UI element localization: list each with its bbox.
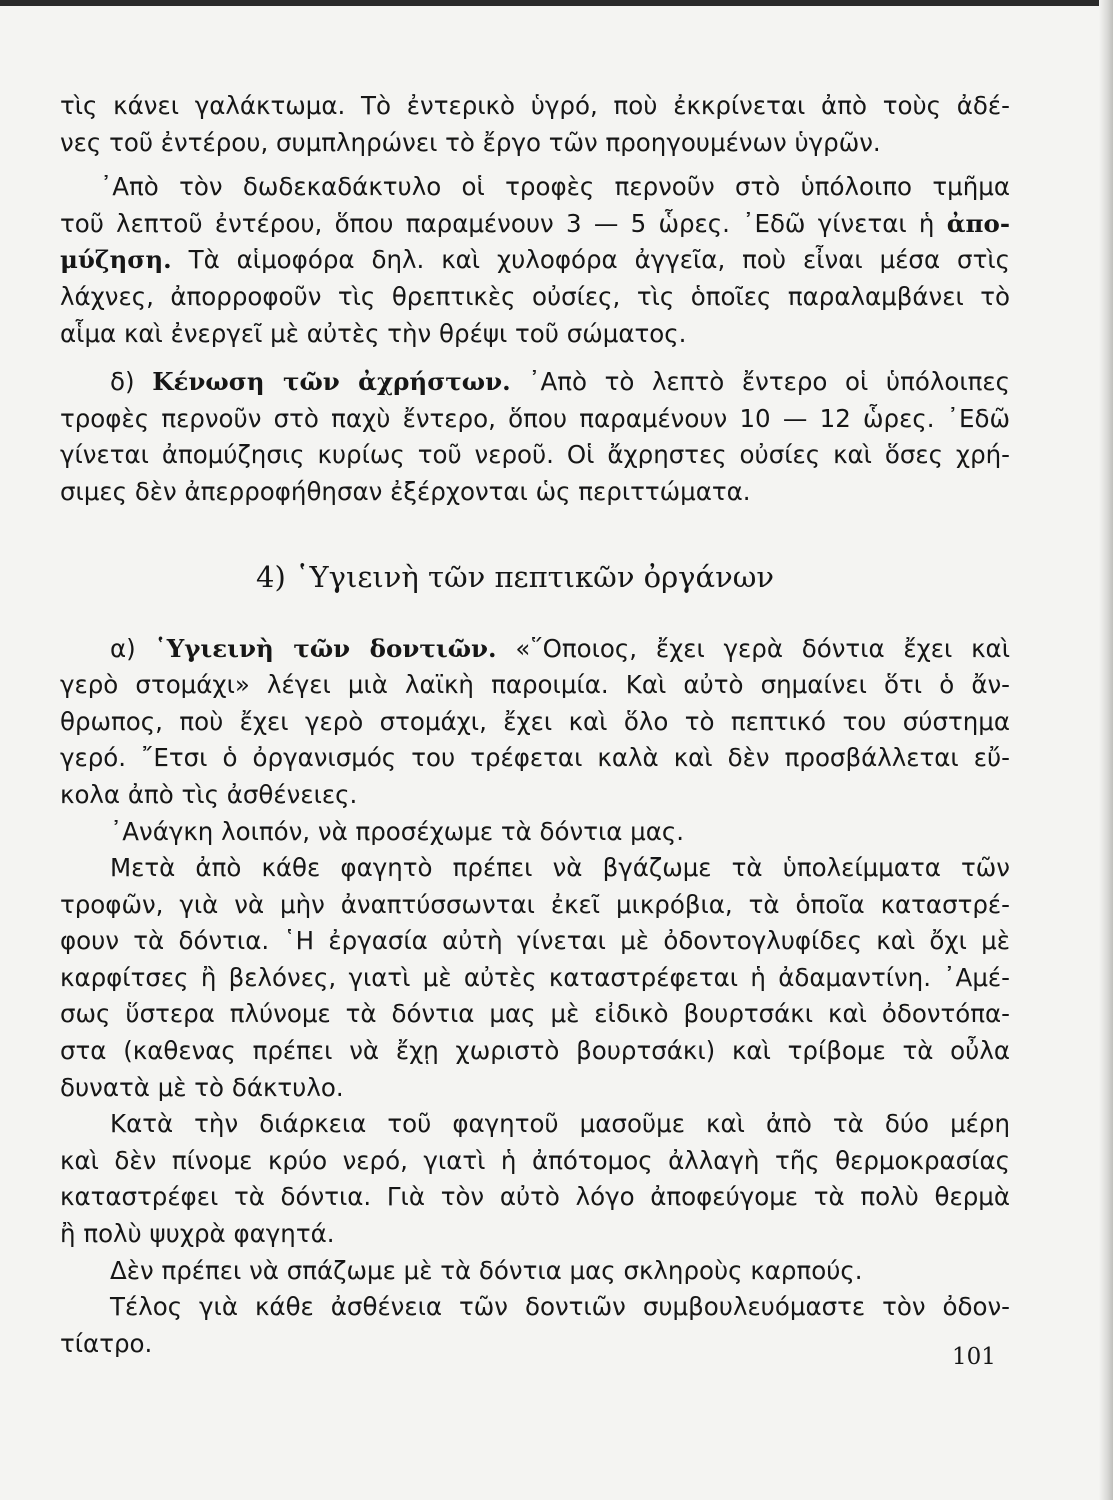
text-line: [60, 631, 1010, 668]
text-line: Κατὰ τὴν διάρκεια τοῦ φαγητοῦ μασοῦμε καὶ ἀπὸ τὰ δύο μέρη: [110, 1109, 1010, 1139]
text-line: θρωπος, ποὺ ἔχει γερὸ στομάχι, ἔχει καὶ ὅλο τὸ πεπτικό του σύστημα: [60, 706, 1010, 736]
text-line: Δὲν πρέπει νὰ σπάζωμε μὲ τὰ δόντια μας σκληροὺς καρπούς.: [110, 1255, 863, 1285]
text-line: δυνατὰ μὲ τὸ δάκτυλο.: [60, 1072, 344, 1102]
section-heading: 4) ῾Υγιεινὴ τῶν πεπτικῶν ὀργάνων: [256, 559, 774, 594]
text-line: τροφῶν, γιὰ νὰ μὴν ἀναπτύσσωνται ἐκεῖ μικρόβια, τὰ ὁποῖα καταστρέ-: [60, 889, 1010, 919]
text-line: [60, 206, 1010, 243]
bold-term-excretion: Κένωση τῶν ἀχρήστων.: [152, 367, 511, 397]
paragraph-intestine-end: [60, 88, 1010, 161]
text-line: ᾿Ανάγκη λοιπόν, νὰ προσέχωμε τὰ δόντια μας.: [110, 816, 685, 846]
text-span: «῞Οποιος, ἔχει γερὰ δόντια ἔχει καὶ: [496, 633, 1010, 663]
bold-term-absorption-start: ἀπο-: [946, 208, 1010, 238]
text-line: κολα ἀπὸ τὶς ἀσθένειες.: [60, 779, 358, 809]
text-span: ᾿Απὸ τὸ λεπτὸ ἔντερο οἱ ὑπόλοιπες: [510, 367, 1010, 397]
text-line: [60, 242, 1010, 279]
paragraph-excretion: [60, 364, 1010, 510]
page-top-edge: [0, 0, 1113, 6]
text-line: αἷμα καὶ ἐνεργεῖ μὲ αὐτὲς τὴν θρέψι τοῦ σώματος.: [60, 318, 687, 348]
text-line: λάχνες, ἀπορροφοῦν τὶς θρεπτικὲς οὐσίες, τὶς ὁποῖες παραλαμβάνει τὸ: [60, 281, 1010, 311]
text-line: γερὸ στομάχι» λέγει μιὰ λαϊκὴ παροιμία. Καὶ αὐτὸ σημαίνει ὅτι ὁ ἄν-: [60, 670, 1010, 700]
bold-term-teeth-hygiene: ῾Υγιεινὴ τῶν δοντιῶν.: [154, 633, 497, 663]
page-body: [60, 88, 1010, 1362]
text-line: τίατρο.: [60, 1328, 153, 1358]
text-line: νες τοῦ ἐντέρου, συμπληρώνει τὸ ἔργο τῶν προηγουμένων ὑγρῶν.: [60, 127, 881, 157]
paragraph-dentist: [60, 1289, 1010, 1362]
text-line: φουν τὰ δόντια. ῾Η ἐργασία αὐτὴ γίνεται μὲ ὀδοντογλυφίδες καὶ ὄχι μὲ: [60, 926, 1010, 956]
text-line: γερό. ῎Ετσι ὁ ὀργανισμός του τρέφεται καλὰ καὶ δὲν προσβάλλεται εὔ-: [60, 743, 1010, 773]
page-right-edge: [1099, 0, 1113, 1500]
text-line: ἢ πολὺ ψυχρὰ φαγητά.: [60, 1219, 335, 1249]
bold-term-absorption-end: μύζηση.: [60, 245, 172, 275]
paragraph-teeth-intro: [60, 631, 1010, 814]
paragraph-care: [60, 814, 1010, 851]
list-label: δ): [110, 367, 153, 397]
text-line: καὶ δὲν πίνομε κρύο νερό, γιατὶ ἡ ἀπότομος ἀλλαγὴ τῆς θερμοκρασίας: [60, 1145, 1010, 1175]
text-line: Μετὰ ἀπὸ κάθε φαγητὸ πρέπει νὰ βγάζωμε τὰ ὑπολείμματα τῶν: [110, 853, 1010, 883]
paragraph-absorption: [60, 169, 1010, 352]
text-line: καταστρέφει τὰ δόντια. Γιὰ τὸν αὐτὸ λόγο ἀποφεύγομε τὰ πολὺ θερμὰ: [60, 1182, 1010, 1212]
text-line: τροφὲς περνοῦν στὸ παχὺ ἔντερο, ὅπου παραμένουν 10 — 12 ὧρες. ᾿Εδῶ: [60, 403, 1010, 433]
text-line: ᾿Απὸ τὸν δωδεκαδάκτυλο οἱ τροφὲς περνοῦν στὸ ὑπόλοιπο τμῆμα: [100, 172, 1010, 202]
text-span: Τὰ αἱμοφόρα δηλ. καὶ χυλοφόρα ἀγγεῖα, ποὺ εἶναι μέσα στὶς: [171, 245, 1010, 275]
text-line: καρφίτσες ἢ βελόνες, γιατὶ μὲ αὐτὲς καταστρέφεται ἡ ἀδαμαντίνη. ᾿Αμέ-: [60, 962, 1010, 992]
paragraph-nuts: [60, 1253, 1010, 1290]
paragraph-cleaning: [60, 850, 1010, 1106]
page-number: 101: [952, 1344, 996, 1370]
text-line: Τέλος γιὰ κάθε ἀσθένεια τῶν δοντιῶν συμβουλευόμαστε τὸν ὀδον-: [110, 1292, 1010, 1322]
text-line: σως ὕστερα πλύνομε τὰ δόντια μας μὲ εἰδικὸ βουρτσάκι καὶ ὀδοντόπα-: [60, 999, 1010, 1029]
text-line: τὶς κάνει γαλάκτωμα. Τὸ ἐντερικὸ ὑγρό, ποὺ ἐκκρίνεται ἀπὸ τοὺς ἀδέ-: [60, 91, 1010, 120]
text-line: [60, 364, 1010, 401]
list-label: α): [110, 633, 155, 663]
paragraph-temperature: [60, 1106, 1010, 1252]
text-span: τοῦ λεπτοῦ ἐντέρου, ὅπου παραμένουν 3 — 5 ὧρες. ᾿Εδῶ γίνεται ἡ: [60, 208, 947, 238]
text-line: στα (καθενας πρέπει νὰ ἔχῃ χωριστὸ βουρτσάκι) καὶ τρίβομε τὰ οὖλα: [60, 1036, 1010, 1066]
text-line: γίνεται ἀπομύζησις κυρίως τοῦ νεροῦ. Οἱ ἄχρηστες οὐσίες καὶ ὅσες χρή-: [60, 440, 1010, 470]
text-line: σιμες δὲν ἀπερροφήθησαν ἐξέρχονται ὡς περιττώματα.: [60, 476, 751, 506]
